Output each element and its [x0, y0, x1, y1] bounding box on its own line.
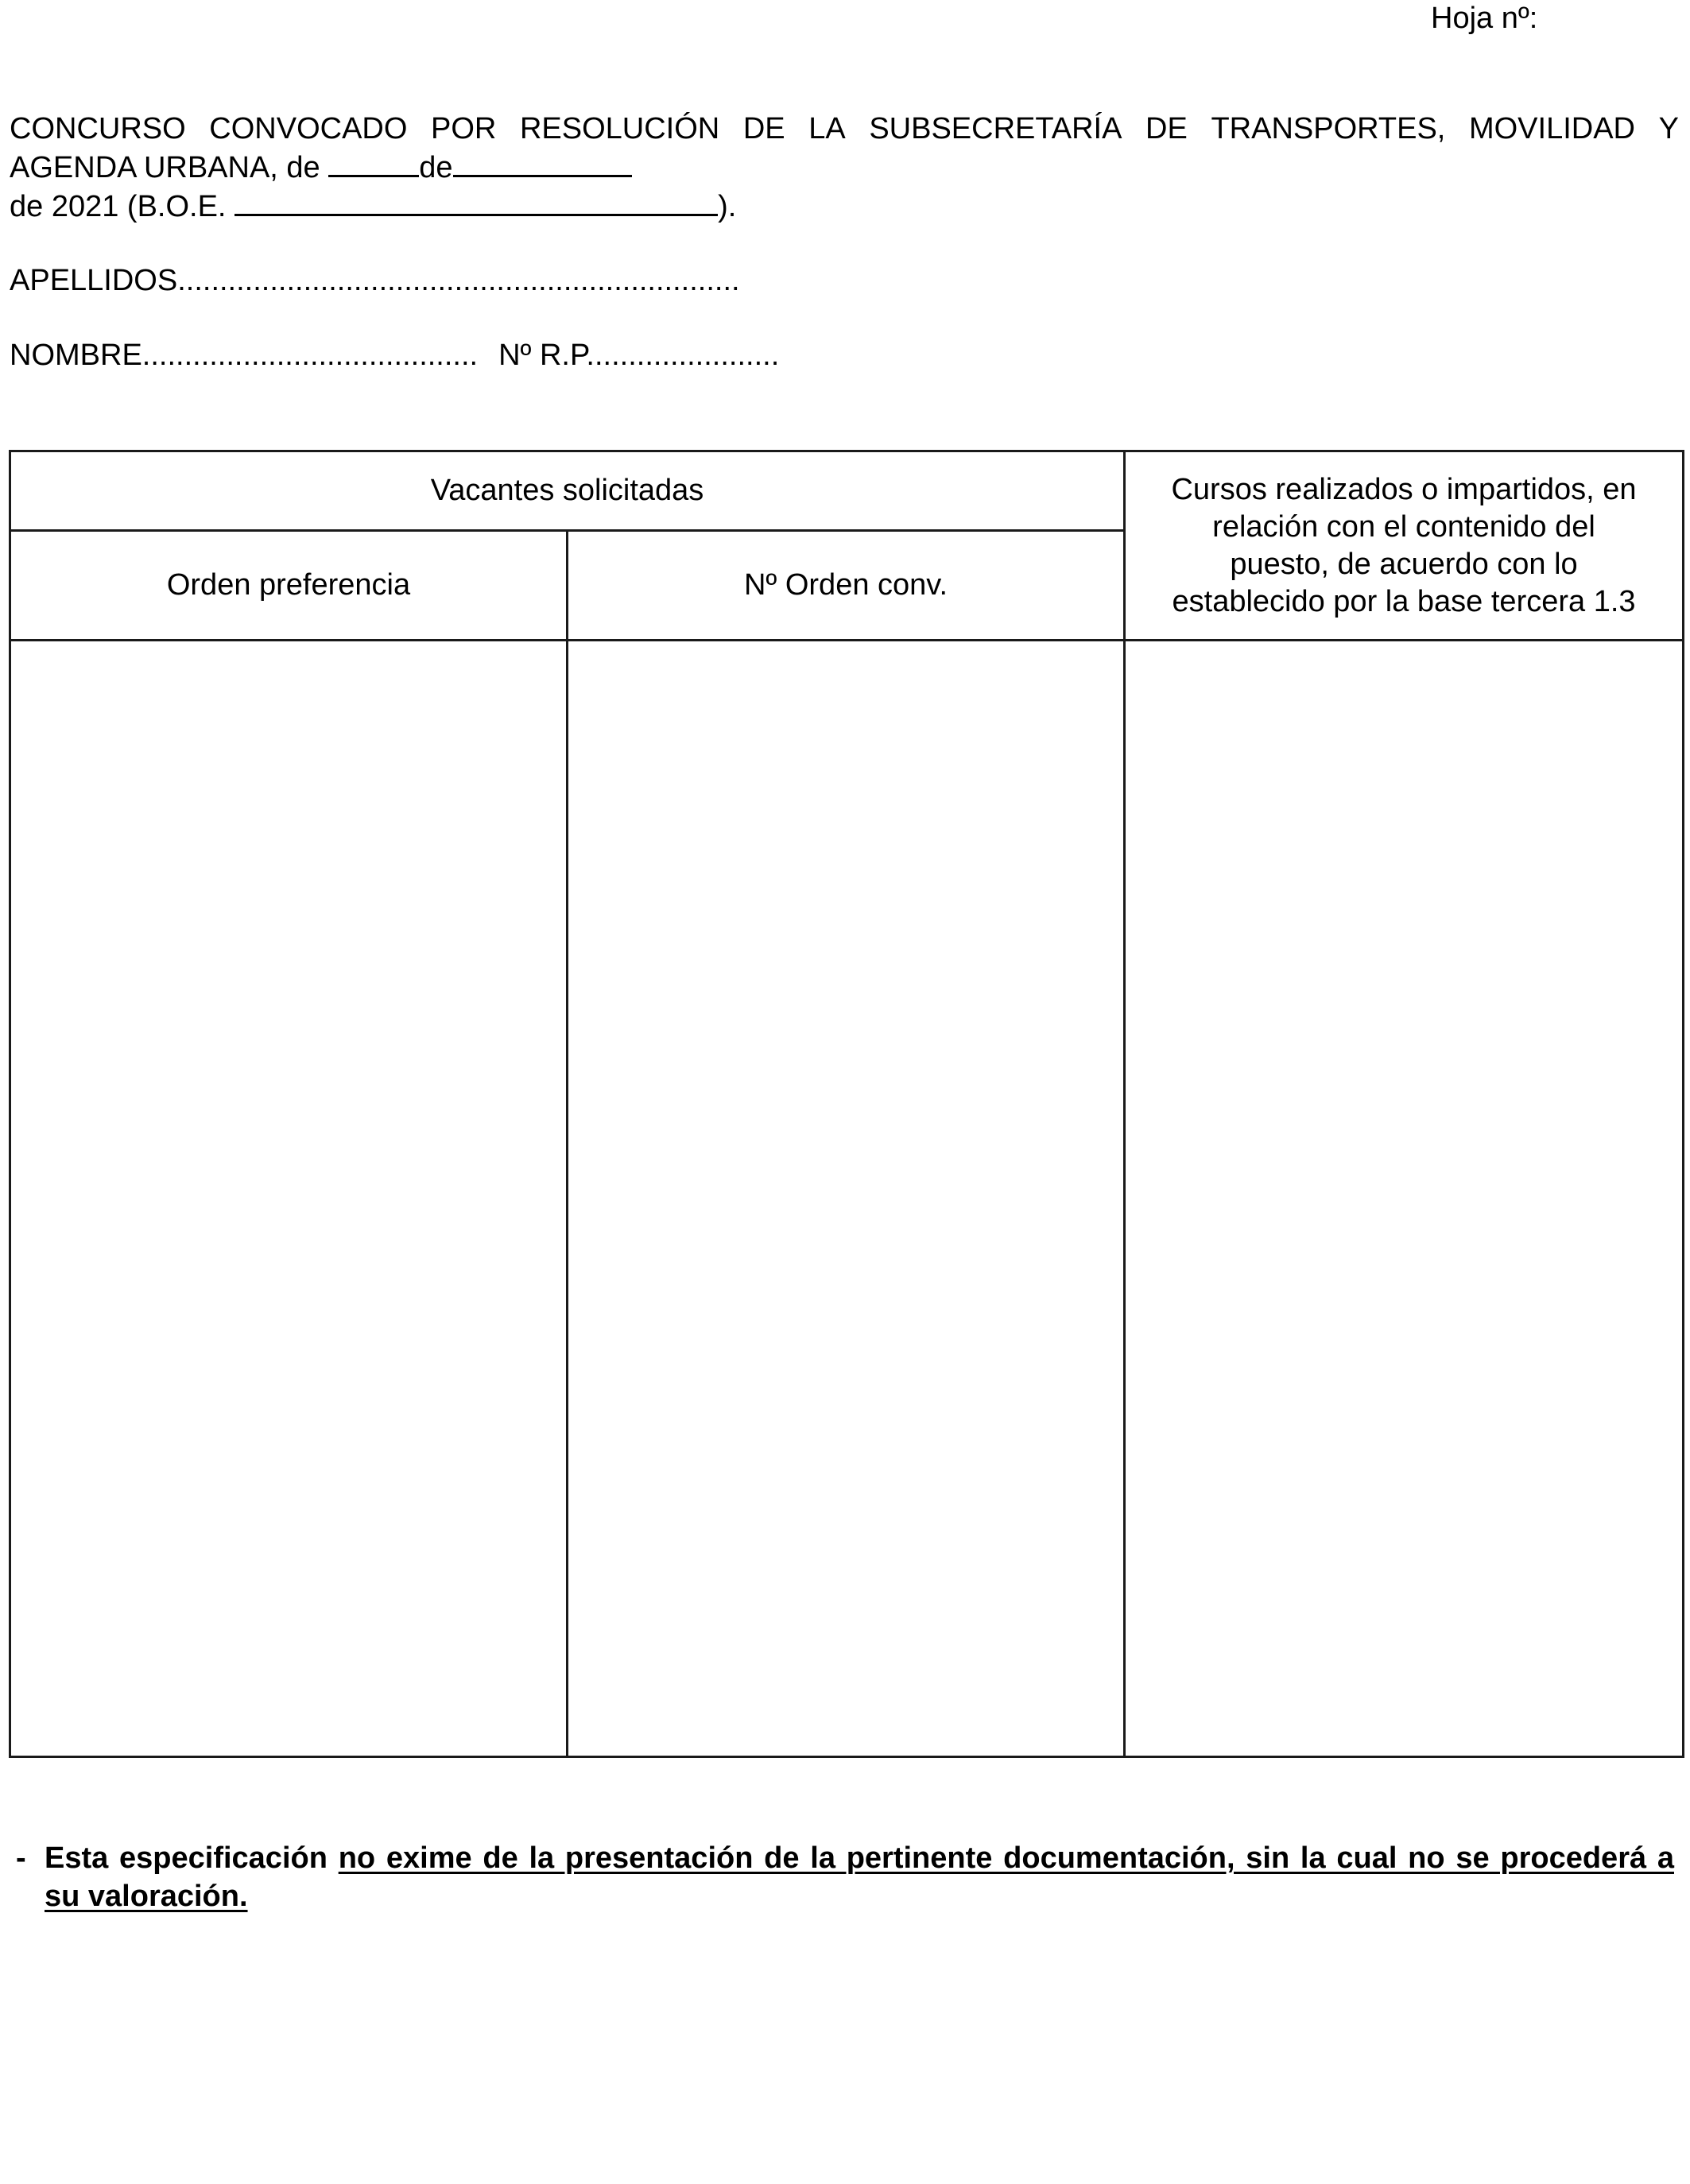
- header-word: DE: [1145, 112, 1188, 145]
- cursos-header-line: Cursos realizados o impartidos, en: [1171, 472, 1637, 506]
- contest-header-line-3: [10, 187, 1679, 226]
- orden-conv-cell[interactable]: [568, 641, 1125, 1757]
- cursos-header-line: relación con el contenido del: [1212, 509, 1595, 544]
- footnote-text: [45, 1839, 1674, 1915]
- nombre-row: [10, 337, 779, 374]
- cursos-header-line: puesto, de acuerdo con lo: [1230, 547, 1578, 581]
- header-word: MOVILIDAD: [1468, 112, 1635, 145]
- header-line3-suffix: ).: [718, 190, 737, 223]
- vacancies-table: [9, 450, 1684, 1758]
- header-line3-prefix: de 2021 (B.O.E.: [10, 190, 235, 223]
- contest-header-line-1: [10, 110, 1679, 148]
- month-blank-field[interactable]: [453, 148, 632, 177]
- header-word: TRANSPORTES,: [1211, 112, 1446, 145]
- header-word: CONVOCADO: [209, 112, 408, 145]
- header-word: RESOLUCIÓN: [519, 112, 720, 145]
- nombre-field[interactable]: NOMBRE........................................: [10, 339, 479, 372]
- orden-preferencia-cell[interactable]: [10, 641, 568, 1757]
- orden-conv-header: Nº Orden conv.: [568, 531, 1125, 641]
- header-word: CONCURSO: [10, 112, 186, 145]
- header-line2-prefix: AGENDA URBANA, de: [10, 151, 329, 184]
- cursos-header: [1125, 451, 1684, 641]
- vacantes-solicitadas-header: Vacantes solicitadas: [10, 451, 1125, 531]
- header-word: POR: [431, 112, 497, 145]
- table-body-row: [10, 641, 1684, 1757]
- day-blank-field[interactable]: [328, 148, 419, 177]
- header-word: Y: [1658, 112, 1679, 145]
- footnote-plain-text: Esta especificación: [45, 1841, 339, 1875]
- header-word: LA: [808, 112, 846, 145]
- orden-preferencia-header: Orden preferencia: [10, 531, 568, 641]
- nrp-field[interactable]: Nº R.P.......................: [498, 339, 780, 372]
- sheet-number-label: Hoja nº:: [1431, 2, 1538, 35]
- table-header-row: [10, 451, 1684, 531]
- contest-header: [10, 110, 1679, 226]
- footnote-underlined-text: no exime de la presentación de la pertinente documentación, sin la cual no se procederá a su valoración.: [45, 1841, 1674, 1913]
- contest-header-line-2: [10, 148, 1679, 187]
- cursos-cell[interactable]: [1125, 641, 1684, 1757]
- footnote: [16, 1839, 1674, 1915]
- header-word: DE: [742, 112, 785, 145]
- boe-blank-field[interactable]: [235, 187, 718, 216]
- header-line2-middle: de: [419, 151, 453, 184]
- apellidos-field[interactable]: APELLIDOS...................................................................: [10, 264, 740, 297]
- header-word: SUBSECRETARÍA: [869, 112, 1122, 145]
- footnote-dash: -: [16, 1841, 26, 1875]
- cursos-header-line: establecido por la base tercera 1.3: [1172, 584, 1636, 618]
